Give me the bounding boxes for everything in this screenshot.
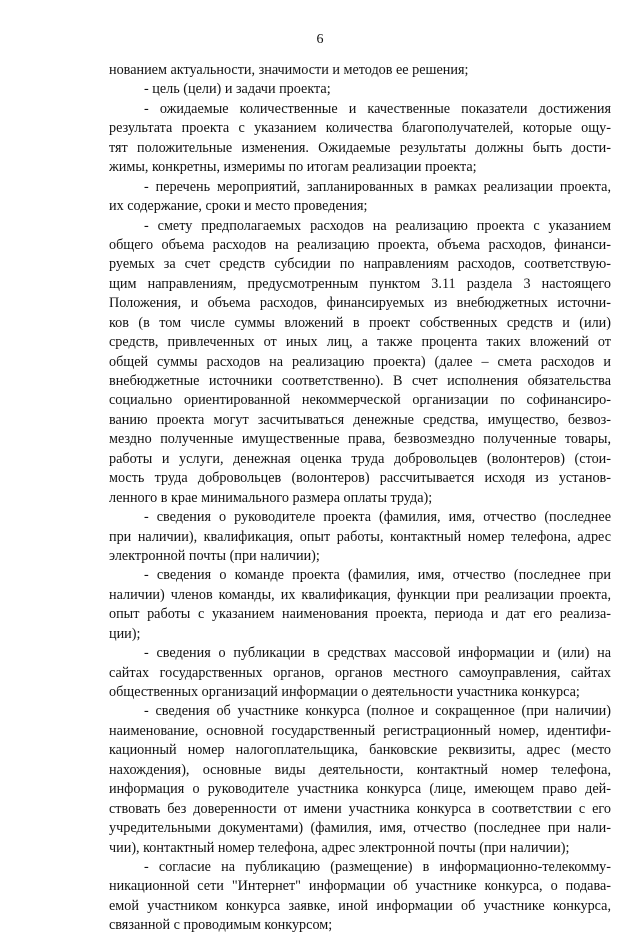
text-line: ленного в крае минимального размера оплаты труда);	[109, 489, 433, 506]
text-line: внебюджетные источники соответственно). В счет исполнения обязательства	[109, 373, 611, 389]
text-line: ствовать без доверенности от имени участника конкурса в соответствии с его	[109, 800, 611, 817]
text-line: руемых за счет средств субсидии по направлениям расходов, соответствую-	[109, 256, 611, 273]
text-line: средств, привлеченных от иных лиц, а также процента таких вложений от	[109, 334, 611, 351]
text-line: наименование, основной государственный регистрационный номер, идентифи-	[109, 722, 611, 739]
text-line: работы и услуги, денежная оценка труда добровольцев (волонтеров) (стои-	[109, 450, 611, 467]
text-line: их содержание, сроки и место проведения;	[109, 198, 368, 215]
text-line: мость труда добровольцев (волонтеров) рассчитывается исходя из установ-	[109, 470, 611, 487]
text-line: общего объема расходов на реализацию проекта, объема расходов, финанси-	[109, 236, 611, 253]
text-line: ков (в том числе суммы вложений в проект собственных средств и (или)	[109, 314, 611, 331]
text-line: щим направлениям, предусмотренным пунктом 3.11 раздела 3 настоящего	[109, 275, 611, 292]
page-number: 6	[316, 32, 324, 47]
text-line: никационной сети "Интернет" информации об участнике конкурса, о подава-	[109, 878, 611, 895]
text-line: - сведения об участнике конкурса (полное и сокращенное (при наличии)	[144, 703, 611, 720]
text-line: сайтах государственных органов, органов местного самоуправления, сайтах	[109, 664, 611, 681]
text-line: - сведения о публикации в средствах массовой информации и (или) на	[144, 645, 611, 662]
text-line: при наличии), квалификация, опыт работы, контактный номер телефона, адрес	[109, 528, 611, 545]
text-line: связанной с проводимым конкурсом;	[109, 917, 333, 934]
text-line: нованием актуальности, значимости и методов ее решения;	[109, 62, 469, 78]
text-line: наличии) членов команды, их квалификация, функции при реализации проекта,	[109, 586, 611, 603]
text-line: общественных организаций информации о деятельности участника конкурса;	[109, 684, 580, 700]
text-line: - перечень мероприятий, запланированных в рамках реализации проекта,	[144, 178, 611, 195]
text-line: - цель (цели) и задачи проекта;	[144, 81, 331, 98]
text-line: нахождения), основные виды деятельности, контактный номер телефона,	[109, 761, 611, 778]
text-line: ции);	[109, 625, 141, 642]
text-line: кационный номер налогоплательщика, банковские реквизиты, адрес (место	[109, 742, 611, 759]
text-line: чии), контактный номер телефона, адрес электронной почты (при наличии);	[109, 839, 570, 856]
text-line: социально ориентированной некоммерческой организации по софинансиро-	[109, 392, 611, 409]
text-line: - сведения о команде проекта (фамилия, имя, отчество (последнее при	[144, 567, 611, 584]
text-line: Положения, и объема расходов, финансируемых из внебюджетных источни-	[109, 295, 611, 312]
text-line: жимы, конкретны, измеримы по итогам реализации проекта;	[109, 159, 477, 176]
text-line: тят положительные изменения. Ожидаемые результаты должны быть дости-	[109, 139, 611, 156]
text-line: ванию проекта могут засчитываться денежные средства, имущество, безвоз-	[109, 411, 611, 428]
text-line: общей суммы расходов на реализацию проекта) (далее – смета расходов и	[109, 353, 611, 370]
text-line: результата проекта с указанием количества благополучателей, которые ощу-	[109, 120, 611, 137]
text-line: опыт работы с указанием наименования проекта, периода и дат его реализа-	[109, 606, 611, 623]
text-line: - смету предполагаемых расходов на реализацию проекта с указанием	[144, 217, 611, 234]
text-line: электронной почты (при наличии);	[109, 547, 320, 564]
document-body	[109, 61, 611, 936]
text-line: - ожидаемые количественные и качественные показатели достижения	[144, 100, 611, 117]
text-line: мездно полученные имущественные права, безвозмездно полученные товары,	[109, 431, 611, 448]
text-line: - сведения о руководителе проекта (фамилия, имя, отчество (последнее	[144, 509, 611, 526]
text-line: информация о руководителе участника конкурса (лице, имеющем право дей-	[109, 781, 611, 798]
text-line: емой участником конкурса заявке, иной информации об участнике конкурса,	[109, 897, 611, 914]
text-line: учредительными документами) (фамилия, имя, отчество (последнее при нали-	[109, 820, 611, 837]
text-line: - согласие на публикацию (размещение) в информационно-телекомму-	[144, 858, 611, 875]
